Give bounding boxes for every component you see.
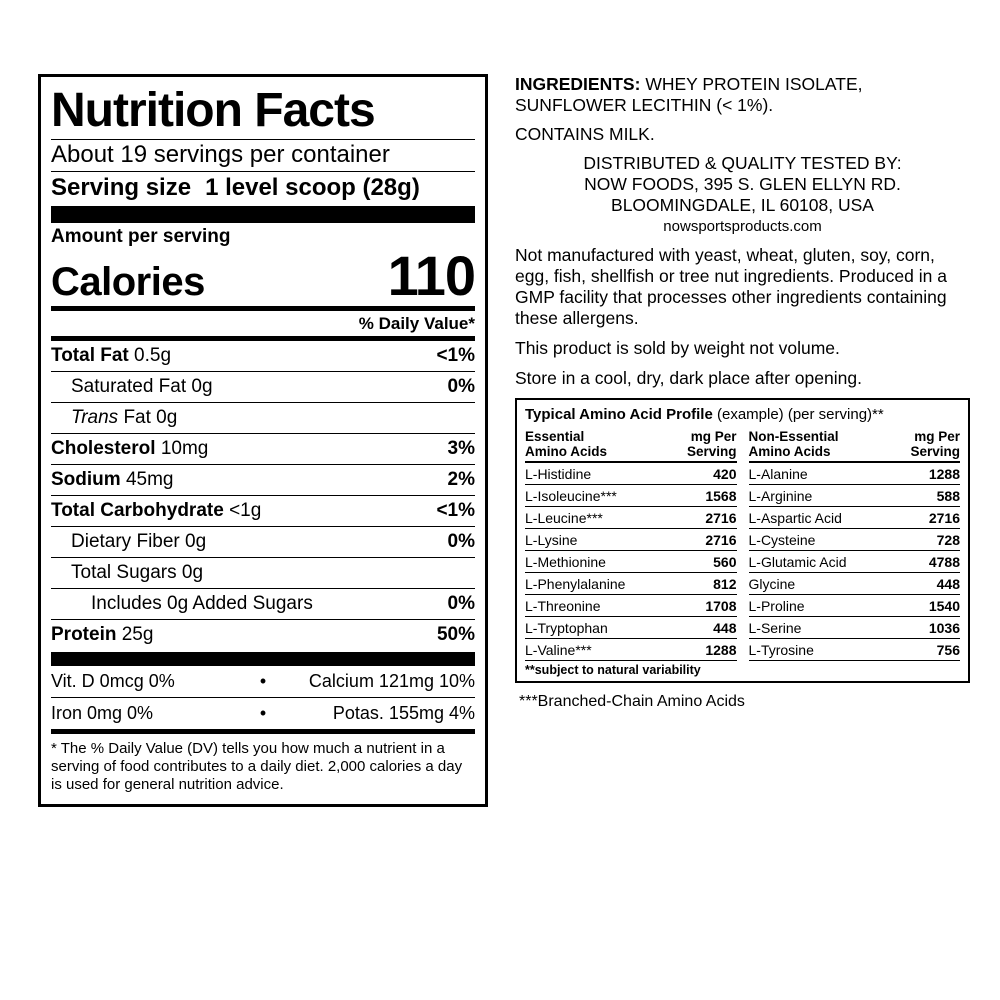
amino-acid-value: 2716	[928, 509, 960, 526]
amino-acid-name: L-Phenylalanine	[525, 575, 626, 592]
nutrient-row	[51, 464, 475, 495]
distributor-line-2: NOW FOODS, 395 S. GLEN ELLYN RD.	[584, 174, 901, 194]
amino-acid-value: 1540	[928, 597, 960, 614]
amino-acid-name: L-Valine***	[525, 641, 592, 658]
distributor-line-1: DISTRIBUTED & QUALITY TESTED BY:	[583, 153, 902, 173]
amino-acid-value: 560	[713, 553, 737, 570]
amino-acid-name: L-Methionine	[525, 553, 606, 570]
amino-acid-name: L-Aspartic Acid	[748, 509, 842, 526]
nutrient-label: Total Sugars 0g	[71, 562, 204, 583]
amino-acid-columns	[525, 429, 960, 677]
amino-acid-row	[749, 639, 961, 661]
amino-acid-row	[525, 617, 737, 639]
amino-acid-row	[525, 507, 737, 529]
calories-value: 110	[387, 244, 475, 307]
nutrient-dv: <1%	[436, 500, 475, 521]
nutrient-label: Saturated Fat 0g	[71, 376, 213, 397]
amino-acid-value: 588	[936, 487, 960, 504]
micronutrient-row	[51, 697, 475, 729]
non-essential-amino-column	[749, 429, 961, 677]
nutrient-label: Includes 0g Added Sugars	[91, 593, 313, 614]
amino-acid-name: L-Threonine	[525, 597, 601, 614]
amino-acid-name: L-Glutamic Acid	[748, 553, 847, 570]
amino-acid-value: 448	[713, 619, 737, 636]
nutrient-dv: 0%	[447, 593, 475, 614]
amino-acid-value: 812	[713, 575, 737, 592]
nutrient-row	[51, 557, 475, 588]
nutrient-row	[51, 588, 475, 619]
amino-acid-row	[749, 463, 961, 485]
nutrient-label: Dietary Fiber 0g	[71, 531, 207, 552]
nutrient-row	[51, 433, 475, 464]
bullet-separator: •	[259, 671, 267, 691]
website-url[interactable]: nowsportsproducts.com	[663, 218, 822, 235]
amino-acid-value: 1708	[705, 597, 737, 614]
thick-divider	[51, 652, 475, 666]
amino-acid-row	[525, 573, 737, 595]
nutrition-facts-panel	[38, 74, 488, 807]
ingredients-list: WHEY PROTEIN ISOLATE, SUNFLOWER LECITHIN (< 1%).	[515, 74, 863, 115]
servings-per-container: About 19 servings per container	[51, 141, 390, 168]
nutrient-dv: 0%	[447, 376, 475, 397]
amino-acid-title	[525, 406, 960, 424]
calories-row	[51, 244, 475, 307]
amino-acid-value: 728	[936, 531, 960, 548]
amount-per-serving-label: Amount per serving	[51, 226, 231, 247]
thick-divider	[51, 206, 475, 223]
nutrient-label: Total Carbohydrate <1g	[51, 500, 262, 521]
nutrient-row	[51, 371, 475, 402]
amino-acid-row	[749, 595, 961, 617]
micronutrient-right: Potas. 155mg 4%	[332, 703, 475, 723]
amino-acid-row	[749, 485, 961, 507]
daily-value-footnote: * The % Daily Value (DV) tells you how much a nutrient in a serving of food contributes to a daily diet. 2,000 calories a day is used for general nutrition advice.	[51, 729, 475, 794]
serving-size-row	[51, 172, 475, 206]
amino-acid-value: 1288	[705, 641, 737, 658]
amino-acid-profile-box	[515, 398, 970, 683]
calories-label: Calories	[51, 260, 205, 304]
amino-acid-value: 1288	[928, 465, 960, 482]
micronutrient-left: Iron 0mg 0%	[51, 703, 154, 723]
serving-size-label: Serving size	[51, 174, 192, 201]
unit-header-label: mg Per Serving	[910, 429, 960, 459]
nutrient-dv: 0%	[447, 531, 475, 552]
daily-value-header: % Daily Value*	[358, 314, 475, 333]
amino-acid-name: L-Proline	[748, 597, 805, 614]
micronutrient-row	[51, 666, 475, 697]
micronutrient-right: Calcium 121mg 10%	[308, 671, 475, 691]
amino-acid-row	[525, 529, 737, 551]
nutrient-dv: 3%	[447, 438, 475, 459]
non-essential-header-label: Non-Essential Amino Acids	[748, 429, 839, 459]
storage-notice: Store in a cool, dry, dark place after opening.	[515, 368, 862, 388]
nutrient-row	[51, 336, 475, 371]
amino-acid-value: 2716	[705, 531, 737, 548]
amino-acid-value: 420	[713, 465, 737, 482]
amino-acid-name: Glycine	[748, 575, 796, 592]
variability-note: **subject to natural variability	[525, 663, 701, 677]
amino-acid-name: L-Serine	[748, 619, 802, 636]
amino-acid-name: L-Alanine	[748, 465, 808, 482]
amino-acid-title-bold: Typical Amino Acid Profile	[525, 406, 713, 423]
unit-header-label: mg Per Serving	[686, 429, 737, 459]
amino-acid-row	[525, 463, 737, 485]
amino-acid-name: L-Isoleucine***	[525, 487, 617, 504]
amino-acid-row	[525, 485, 737, 507]
amino-acid-name: L-Cysteine	[748, 531, 816, 548]
micronutrient-left: Vit. D 0mcg 0%	[51, 671, 175, 691]
amino-acid-value: 1036	[928, 619, 960, 636]
amino-acid-value: 448	[936, 575, 960, 592]
allergen-notice: Not manufactured with yeast, wheat, gluten, soy, corn, egg, fish, shellfish or tree nut ingredients. Produced in a GMP facility that processes other ingredients containing these allergens.	[515, 245, 947, 328]
nutrient-dv: 2%	[447, 469, 475, 490]
nutrition-facts-title: Nutrition Facts	[51, 84, 375, 137]
distributor-block	[515, 153, 970, 237]
nutrient-row	[51, 402, 475, 433]
weight-notice: This product is sold by weight not volume.	[515, 338, 840, 358]
amino-acid-row	[749, 551, 961, 573]
non-essential-amino-header	[749, 429, 961, 463]
amino-acid-value: 756	[936, 641, 960, 658]
amino-acid-row	[525, 639, 737, 661]
contains-statement: CONTAINS MILK.	[515, 124, 655, 144]
nutrient-dv: 50%	[436, 624, 475, 645]
nutrient-label: Total Fat 0.5g	[51, 345, 172, 366]
nutrient-label: Trans Fat 0g	[71, 407, 178, 428]
essential-header-label: Essential Amino Acids	[525, 429, 608, 459]
distributor-line-3: BLOOMINGDALE, IL 60108, USA	[611, 195, 874, 215]
amino-acid-title-rest: (example) (per serving)**	[716, 406, 884, 423]
amino-acid-row	[749, 573, 961, 595]
amino-acid-value: 2716	[705, 509, 737, 526]
nutrient-row	[51, 526, 475, 557]
amino-acid-row	[749, 507, 961, 529]
serving-size-value: 1 level scoop (28g)	[205, 174, 420, 201]
nutrient-label: Protein 25g	[51, 624, 154, 645]
amino-acid-value: 4788	[928, 553, 960, 570]
ingredients-block	[515, 74, 970, 116]
amino-acid-name: L-Lysine	[525, 531, 578, 548]
bullet-separator: •	[259, 703, 267, 723]
right-column	[515, 74, 970, 711]
nutrient-dv: <1%	[436, 345, 475, 366]
amino-acid-name: L-Arginine	[748, 487, 813, 504]
nutrient-row	[51, 619, 475, 650]
amino-acid-row	[749, 617, 961, 639]
nutrient-label: Sodium 45mg	[51, 469, 174, 490]
essential-amino-header	[525, 429, 737, 463]
amino-acid-row	[525, 595, 737, 617]
amino-acid-name: L-Leucine***	[525, 509, 603, 526]
nutrient-row	[51, 495, 475, 526]
amino-acid-row	[525, 551, 737, 573]
amino-acid-name: L-Tryptophan	[525, 619, 608, 636]
bcaa-footnote: ***Branched-Chain Amino Acids	[519, 693, 745, 710]
essential-amino-column	[525, 429, 737, 677]
amino-acid-name: L-Tyrosine	[748, 641, 814, 658]
nutrient-label: Cholesterol 10mg	[51, 438, 209, 459]
amino-acid-row	[749, 529, 961, 551]
amino-acid-value: 1568	[705, 487, 737, 504]
ingredients-heading: INGREDIENTS:	[515, 74, 641, 94]
amino-acid-name: L-Histidine	[525, 465, 592, 482]
